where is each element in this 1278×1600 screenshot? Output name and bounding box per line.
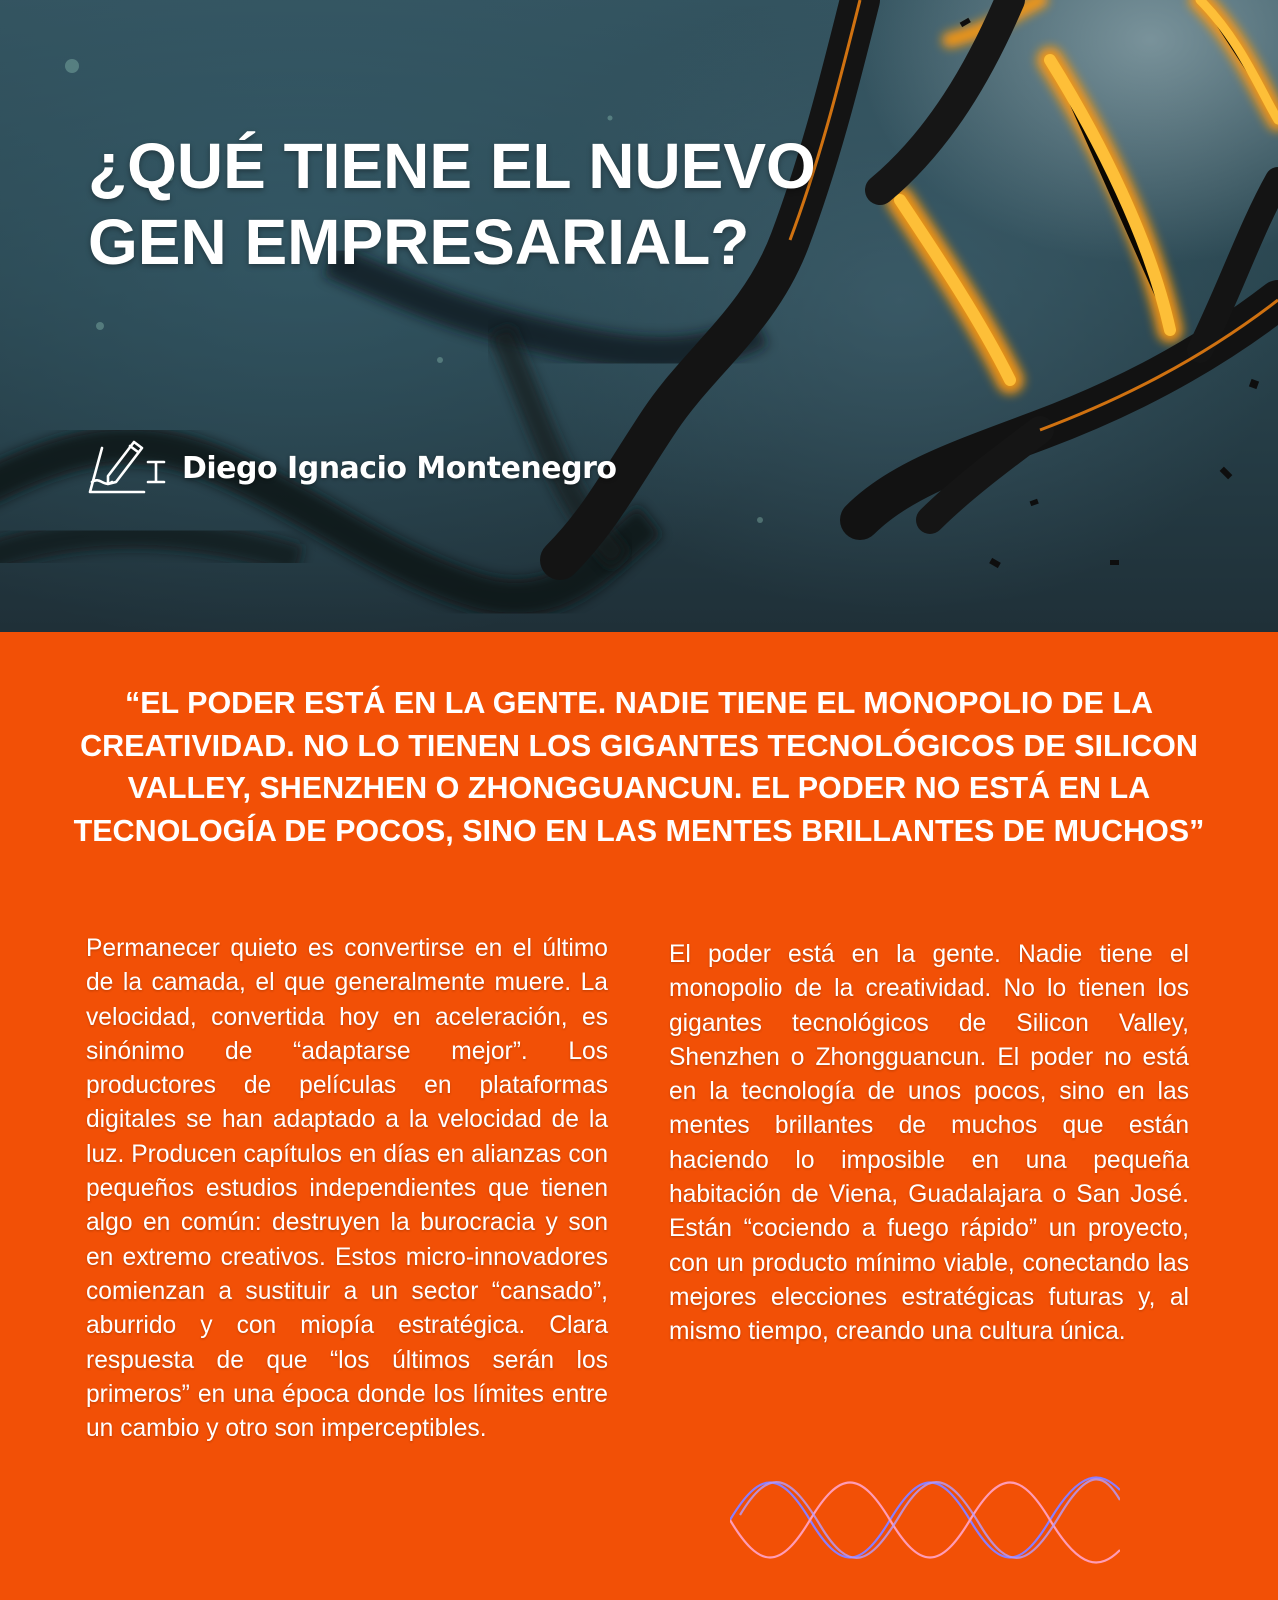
author-name: Diego Ignacio Montenegro [182, 450, 617, 486]
pull-quote: “EL PODER ESTÁ EN LA GENTE. NADIE TIENE EL MONOPOLIO DE LA CREATIVIDAD. NO LO TIENEN LOS GIGANTES TECNOLÓGICOS DE SILICON VALLEY, SHENZHEN O ZHONGGUANCUN. EL PODER NO ESTÁ EN LA TECNOLOGÍA DE POCOS, SINO EN LAS MENTES BRILLANTES DE MUCHOS” [73, 686, 1205, 848]
article-title: ¿QUÉ TIENE EL NUEVO GEN EMPRESARIAL? [88, 130, 816, 278]
author-byline [86, 438, 617, 498]
body-paragraph-left: Permanecer quieto es convertirse en el último de la camada, el que generalmente muere. La velocidad, convertida hoy en aceleración, es sinónimo de “adaptarse mejor”. Los productores de películas en plataformas digitales se han adaptado a la velocidad de la luz. Producen capítulos en días en alianzas con pequeños estudios independientes que tienen algo en común: destruyen la burocracia y son en extremo creativos. Estos micro-innovadores comienzan a sustituir a un sector “cansado”, aburrido y con miopía estratégica. Clara respuesta de que “los últimos serán los primeros” en una época donde los límites entre un cambio y otro son imperceptibles. [86, 935, 608, 1443]
dna-wave-ornament [730, 1470, 1120, 1570]
body-paragraph-right: El poder está en la gente. Nadie tiene el monopolio de la creatividad. No lo tienen los gigantes tecnológicos de Silicon Valley, Shenzhen o Zhongguancun. El poder no está en la tecnología de unos pocos, sino en las mentes brillantes de muchos que están haciendo lo imposible en una pequeña habitación de Viena, Guadalajara o San José. Están “cociendo a fuego rápido” un proyecto, con un producto mínimo viable, conectando las mejores elecciones estratégicas futuras y, al mismo tiempo, creando una cultura única. [669, 941, 1189, 1346]
dna-helix-image [0, 0, 1278, 632]
pen-writing-icon [86, 438, 168, 498]
hero-banner [0, 0, 1278, 632]
